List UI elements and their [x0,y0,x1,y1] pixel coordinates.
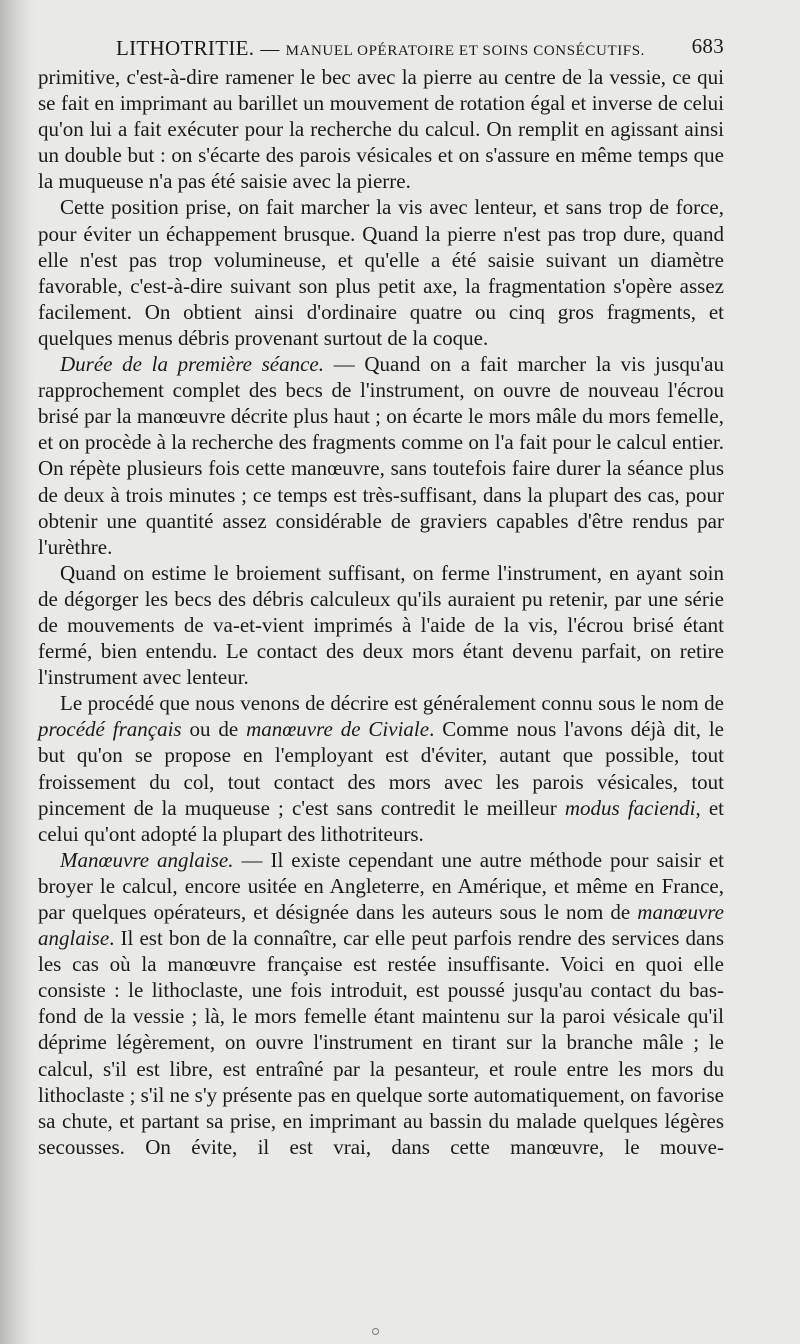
italic-term: manœuvre anglaise [38,900,724,951]
paragraph-text: Cette position prise, on fait marcher la vis avec lenteur, et sans trop de force, pour éviter un échappement brusque. Quand la pierre n'est pas trop dure, quand elle n'est pas trop volumineuse, et qu'elle a été saisie suivant un diamètre favorable, c'est-à-dire suivant son plus petit axe, la fragmentation s'opère assez facilement. On obtient ainsi d'ordinaire quatre ou cinq gros fragments, et quelques menus débris provenant surtout de la coque. [38,195,724,350]
paragraph-6 [38,847,724,1160]
italic-term: procédé français [38,717,182,742]
section-heading: Manœuvre anglaise. [60,847,234,872]
paragraph-text: . Il est bon de la connaître, car elle peut parfois rendre des services dans les cas où la manœuvre française est restée insuffisante. Voici en quoi elle consiste : le lithoclaste, une fois introduit, est poussé jusqu'au contact du bas-fond de la vessie ; là, le mors femelle étant maintenu sur la paroi vésicale qu'il déprime légèrement, on ouvre l'instrument en tirant sur la branche mâle ; le calcul, s'il est libre, est entraîné par la pesanteur, et roule entre les mors du lithoclaste ; s'il ne s'y présente pas en quelque sorte automatiquement, on favorise sa chute, et partant sa prise, en imprimant au bassin du malade quelques légères secousses. On évite, il est vrai, dans cette manœuvre, le mouve- [38,926,724,1159]
paragraph-5 [38,690,724,847]
paragraph-text: Quand on estime le broiement suffisant, on ferme l'instrument, en ayant soin de dégorger les becs des débris calculeux qu'ils auraient pu retenir, par une série de mouvements de va-et-vient imprimés à l'aide de la vis, l'écrou brisé étant fermé, bien entendu. Le contact des deux mors étant devenu parfait, on retire l'instrument avec lenteur. [38,560,724,690]
binding-shadow [0,0,34,1344]
paragraph-4 [38,560,724,690]
page-number: 683 [691,34,724,58]
paragraph-text: Le procédé que nous venons de décrire est généralement connu sous le nom de [60,691,724,716]
paragraph-3 [38,351,724,560]
paragraph-text: primitive, c'est-à-dire ramener le bec avec la pierre au centre de la vessie, ce qui se fait en imprimant au barillet un mouvement de rotation égal et inverse de celui qu'on lui a fait exécuter pour la recherche du calcul. On remplit en agissant ainsi un double but : on s'écarte des parois vésicales et on s'assure en même temps que la muqueuse n'a pas été saisie avec la pierre. [38,65,724,194]
header-separator: — [260,39,280,60]
paragraph-1 [38,64,724,194]
body-text [38,64,724,1160]
running-head-left [116,36,645,61]
section-heading: Durée de la première séance. [60,352,324,377]
paragraph-text: — Quand on a fait marcher la vis jusqu'au rapprochement complet des becs de l'instrument, on ouvre de nouveau l'écrou brisé par la manœuvre décrite plus haut ; on écarte le mors mâle du mors femelle, et on procède à la recherche des fragments comme on l'a fait pour le calcul entier. On répète plusieurs fois cette manœuvre, sans toutefois faire durer la séance plus de deux à trois minutes ; ce temps est très-suffisant, dans la plupart des cas, pour obtenir une quantité assez considérable de graviers capables d'être rendus par l'urèthre. [38,352,724,559]
paragraph-text: . Comme nous l'avons déjà dit, le but qu'on se propose en l'employant est d'éviter, autant que possible, tout froissement du col, tout contact des mors avec les parois vésicales, tout pincement de la muqueuse ; c'est sans contredit le meilleur [38,717,724,820]
running-head [38,30,724,62]
printer-mark [372,1328,379,1335]
paragraph-text: ou de [189,717,239,742]
book-page [38,30,724,1160]
italic-term: modus faciendi [564,795,696,820]
section-subtitle: MANUEL OPÉRATOIRE ET SOINS CONSÉCUTIFS. [285,43,646,59]
paragraph-text: — Il existe cependant une autre méthode pour saisir et broyer le calcul, encore usitée en Angleterre, en Amérique, et même en France, par quelques opérateurs, et désignée dans les auteurs sous le nom de [38,847,724,924]
chapter-title: LITHOTRITIE. [116,36,255,60]
italic-term: manœuvre de Civiale [246,717,430,742]
paragraph-text: , et celui qu'ont adopté la plupart des lithotriteurs. [38,795,724,846]
paragraph-2 [38,194,724,351]
